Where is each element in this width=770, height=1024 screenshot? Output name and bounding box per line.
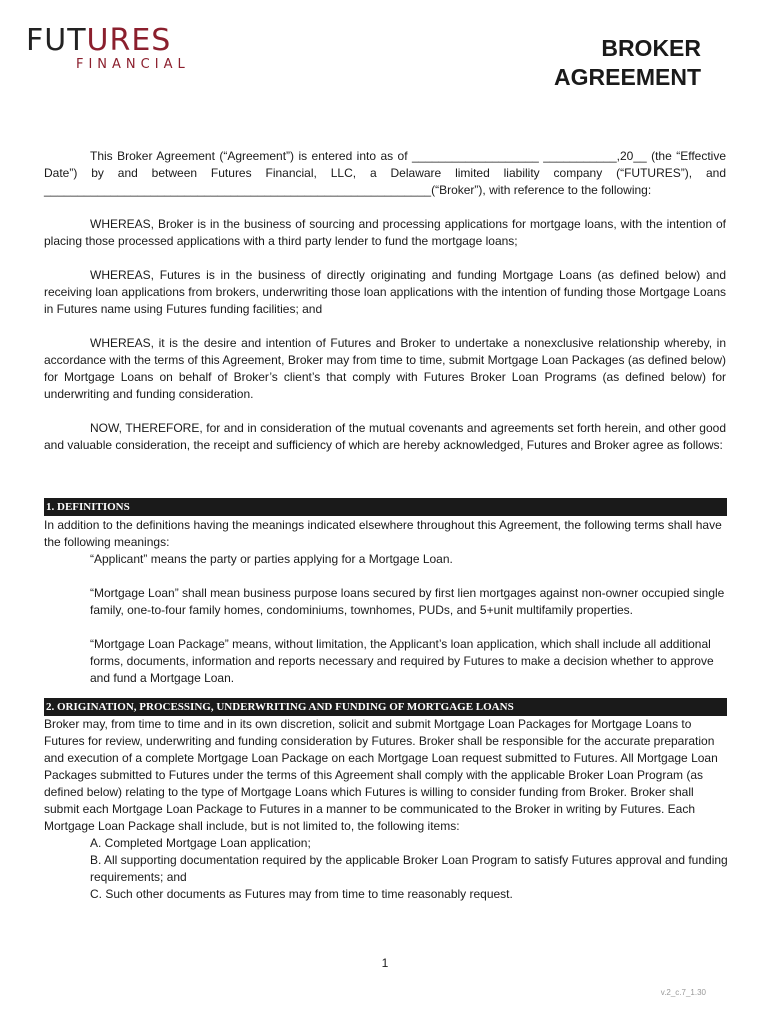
page-number: 1 [381,956,389,970]
package-item-a: A. Completed Mortgage Loan application; [90,836,311,850]
origination-paragraph: Broker may, from time to time and in its own discretion, solicit and submit Mortgage Loan Packages for Mortgage Loans to Futures for review, underwriting and funding consideration by Futures. Broker shall be responsible for the accurate preparation and execution of a complete Mortgage Loan Package on each Mortgage Loan request submitted to Futures. All Mortgage Loan Packages submitted to Futures under the terms of this Agreement shall comply with the applicable Broker Loan Program (as defined below) relating to the type of Mortgage Loans which Futures is willing to consider funding from Broker. Broker shall submit each Mortgage Loan Package to Futures in a manner to be communicated to the Broker in writing by Futures. Each Mortgage Loan Package shall include, but is not limited to, the following items: [44,717,718,833]
title-line-2: AGREEMENT [554,64,701,90]
definition-mortgage-loan-package: “Mortgage Loan Package” means, without limitation, the Applicant’s loan application, which shall include all additional forms, documents, information and reports necessary and required by Futures to make a decision whether to approve and fund a Mortgage Loan. [90,637,714,685]
section-2-heading: 2. ORIGINATION, PROCESSING, UNDERWRITING AND FUNDING OF MORTGAGE LOANS [44,698,727,716]
definition-mortgage-loan: “Mortgage Loan” shall mean business purpose loans secured by first lien mortgages against non-owner occupied single family, one-to-four family homes, condominiums, townhomes, PUDs, and 5+unit multifamily properties. [90,586,725,617]
document-title [501,34,701,92]
section-1-heading: 1. DEFINITIONS [44,498,727,516]
definitions-lead: In addition to the definitions having the meanings indicated elsewhere throughout this Agreement, the following terms shall have the following meanings: [44,518,722,549]
whereas-broker-paragraph: WHEREAS, Broker is in the business of sourcing and processing applications for mortgage loans, with the intention of placing those processed applications with a third party lender to fund the mortgage loans; [44,217,726,248]
package-item-c: C. Such other documents as Futures may from time to time reasonably request. [90,887,513,901]
logo-wordmark: FUTURES [26,23,172,58]
definition-applicant: “Applicant” means the party or parties applying for a Mortgage Loan. [90,552,453,566]
logo-subtitle: FINANCIAL [76,57,190,72]
package-item-b: B. All supporting documentation required by the applicable Broker Loan Program to satisfy Futures approval and funding requirements; and [90,853,728,884]
section-2-body [44,716,728,903]
intro-paragraph-parties: This Broker Agreement (“Agreement”) is entered into as of ___________________ ___________,20__ (the “Effective Date”) by and between Futures Financial, LLC, a Delaware limited liability company (“FUTURES”), and __________________________________________________________(“Broker”), with reference to the following: [44,149,726,197]
futures-financial-logo [26,23,248,72]
whereas-futures-paragraph: WHEREAS, Futures is in the business of directly originating and funding Mortgage Loans (as defined below) and receiving loan applications from brokers, underwriting those loan applications with the intention of funding those Mortgage Loans in Futures name using Futures funding facilities; and [44,268,726,316]
section-1-body [44,517,728,687]
version-code: v.2_c.7_1.30 [660,988,706,997]
intro-section [44,148,726,471]
title-line-1: BROKER [601,35,701,61]
whereas-intention-paragraph: WHEREAS, it is the desire and intention of Futures and Broker to undertake a nonexclusive relationship whereby, in accordance with the terms of this Agreement, Broker may from time to time, submit Mortgage Loan Packages (as defined below) for Mortgage Loans on behalf of Broker’s client’s that comply with Futures Broker Loan Programs (as defined below) for underwriting and funding consideration. [44,336,726,401]
now-therefore-paragraph: NOW, THEREFORE, for and in consideration of the mutual covenants and agreements set forth herein, and other good and valuable consideration, the receipt and sufficiency of which are hereby acknowledged, Futures and Broker agree as follows: [44,421,726,452]
